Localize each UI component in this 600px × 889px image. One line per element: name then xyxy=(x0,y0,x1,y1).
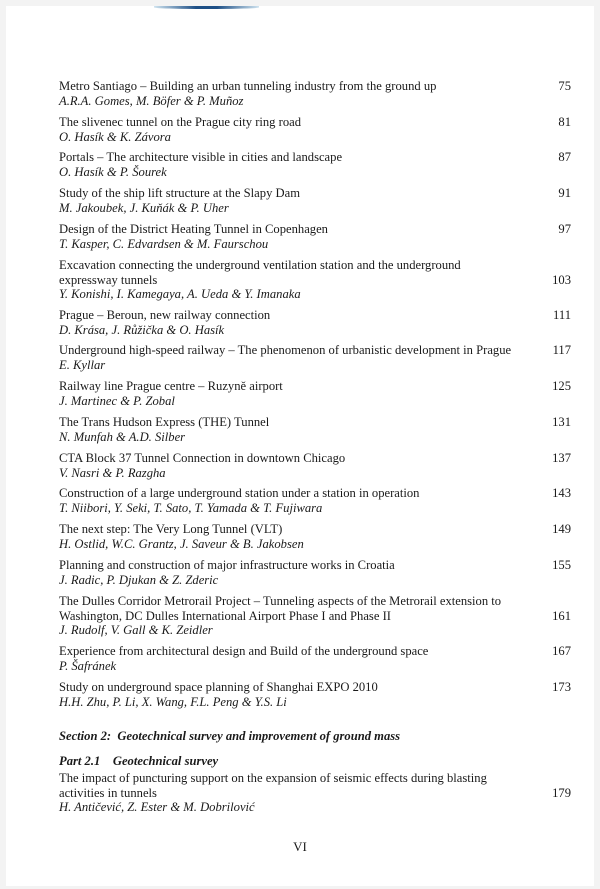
entry-authors: O. Hasík & K. Závora xyxy=(59,129,171,144)
entry-authors: J. Martinec & P. Zobal xyxy=(59,393,175,408)
toc-entry xyxy=(59,680,571,709)
entry-title: The slivenec tunnel on the Prague city ring road xyxy=(59,115,302,129)
entry-authors: H. Ostlid, W.C. Grantz, J. Saveur & B. Jakobsen xyxy=(59,536,304,551)
toc-entry xyxy=(59,150,571,179)
entry-authors: T. Niibori, Y. Seki, T. Sato, T. Yamada & T. Fujiwara xyxy=(59,500,323,515)
entry-page-number: 111 xyxy=(553,308,571,322)
entry-title: The impact of puncturing support on the expansion of seismic effects during blasting xyxy=(59,771,487,785)
entry-page-number: 97 xyxy=(558,222,571,236)
entry-title: Underground high-speed railway – The phenomenon of urbanistic development in Prague xyxy=(59,343,512,357)
entry-title: Experience from architectural design and Build of the underground space xyxy=(59,644,429,658)
entry-page-number: 125 xyxy=(552,379,571,393)
entry-authors: A.R.A. Gomes, M. Böfer & P. Muñoz xyxy=(59,93,244,108)
entry-authors: N. Munfah & A.D. Silber xyxy=(59,429,186,444)
entry-page-number: 131 xyxy=(552,415,571,429)
entry-authors: J. Radic, P. Djukan & Z. Zderic xyxy=(59,572,219,587)
entry-title: Metro Santiago – Building an urban tunneling industry from the ground up xyxy=(59,79,437,93)
section-heading: Section 2: Geotechnical survey and improvement of ground mass xyxy=(59,729,401,743)
entry-title: Washington, DC Dulles International Airport Phase I and Phase II xyxy=(59,608,391,623)
entry-authors: H.H. Zhu, P. Li, X. Wang, F.L. Peng & Y.S. Li xyxy=(59,694,287,709)
entry-authors: H. Antičević, Z. Ester & M. Dobrilović xyxy=(59,800,255,815)
entry-authors: M. Jakoubek, J. Kuňák & P. Uher xyxy=(59,200,229,215)
toc-entry xyxy=(59,186,571,215)
entry-page-number: 149 xyxy=(552,522,571,536)
entry-title: Planning and construction of major infrastructure works in Croatia xyxy=(59,558,395,572)
toc-entry xyxy=(59,258,571,302)
toc-entry xyxy=(59,415,571,444)
entry-title: expressway tunnels xyxy=(59,272,158,287)
entry-authors: T. Kasper, C. Edvardsen & M. Faurschou xyxy=(59,236,269,251)
entry-title: Design of the District Heating Tunnel in Copenhagen xyxy=(59,222,328,236)
entry-page-number: 155 xyxy=(552,558,571,572)
toc-entry xyxy=(59,486,571,515)
entry-title: CTA Block 37 Tunnel Connection in downtown Chicago xyxy=(59,451,346,465)
entry-title: The Dulles Corridor Metrorail Project – Tunneling aspects of the Metrorail extension to xyxy=(59,594,502,608)
entry-page-number: 179 xyxy=(552,785,571,800)
entry-page-number: 161 xyxy=(552,608,571,623)
entry-title: The next step: The Very Long Tunnel (VLT) xyxy=(59,522,283,536)
part-heading: Part 2.1 Geotechnical survey xyxy=(59,754,219,768)
entry-title: activities in tunnels xyxy=(59,785,157,800)
toc-entry xyxy=(59,308,571,337)
entry-title: Construction of a large underground station under a station in operation xyxy=(59,486,420,500)
entry-authors: Y. Konishi, I. Kamegaya, A. Ueda & Y. Imanaka xyxy=(59,287,301,302)
toc-entry xyxy=(59,343,571,372)
entry-title: The Trans Hudson Express (THE) Tunnel xyxy=(59,415,270,429)
entry-page-number: 87 xyxy=(558,150,571,164)
entry-page-number: 91 xyxy=(558,186,571,200)
entry-authors: E. Kyllar xyxy=(59,357,106,372)
entry-title: Prague – Beroun, new railway connection xyxy=(59,308,271,322)
toc-entry xyxy=(59,644,571,673)
entry-authors: P. Šafránek xyxy=(59,658,117,673)
entry-authors: V. Nasri & P. Razgha xyxy=(59,465,166,480)
toc-entry xyxy=(59,222,571,251)
toc-entry xyxy=(59,379,571,408)
entry-title: Study of the ship lift structure at the Slapy Dam xyxy=(59,186,300,200)
entry-page-number: 143 xyxy=(552,486,571,500)
entry-page-number: 103 xyxy=(552,272,571,287)
toc-entry xyxy=(59,558,571,587)
entry-page-number: 117 xyxy=(552,343,571,357)
entry-authors: O. Hasík & P. Šourek xyxy=(59,164,167,179)
entry-authors: D. Krása, J. Růžička & O. Hasík xyxy=(59,322,225,337)
entry-page-number: 137 xyxy=(552,451,571,465)
toc-entry xyxy=(59,79,571,108)
toc-entry xyxy=(59,451,571,480)
toc-entry xyxy=(59,594,571,638)
toc-entry xyxy=(59,522,571,551)
entry-page-number: 75 xyxy=(558,79,571,93)
entry-title: Portals – The architecture visible in cities and landscape xyxy=(59,150,343,164)
entry-page-number: 167 xyxy=(552,644,571,658)
entry-authors: J. Rudolf, V. Gall & K. Zeidler xyxy=(59,623,213,638)
entry-title: Study on underground space planning of Shanghai EXPO 2010 xyxy=(59,680,378,694)
page-folio: VI xyxy=(293,839,307,854)
toc-entry xyxy=(59,771,571,815)
entry-page-number: 81 xyxy=(558,115,571,129)
entry-title: Railway line Prague centre – Ruzyně airport xyxy=(59,379,283,393)
cover-arc-decoration xyxy=(154,6,259,9)
toc-entry xyxy=(59,115,571,144)
entry-title: Excavation connecting the underground ventilation station and the underground xyxy=(59,258,461,272)
entry-page-number: 173 xyxy=(552,680,571,694)
